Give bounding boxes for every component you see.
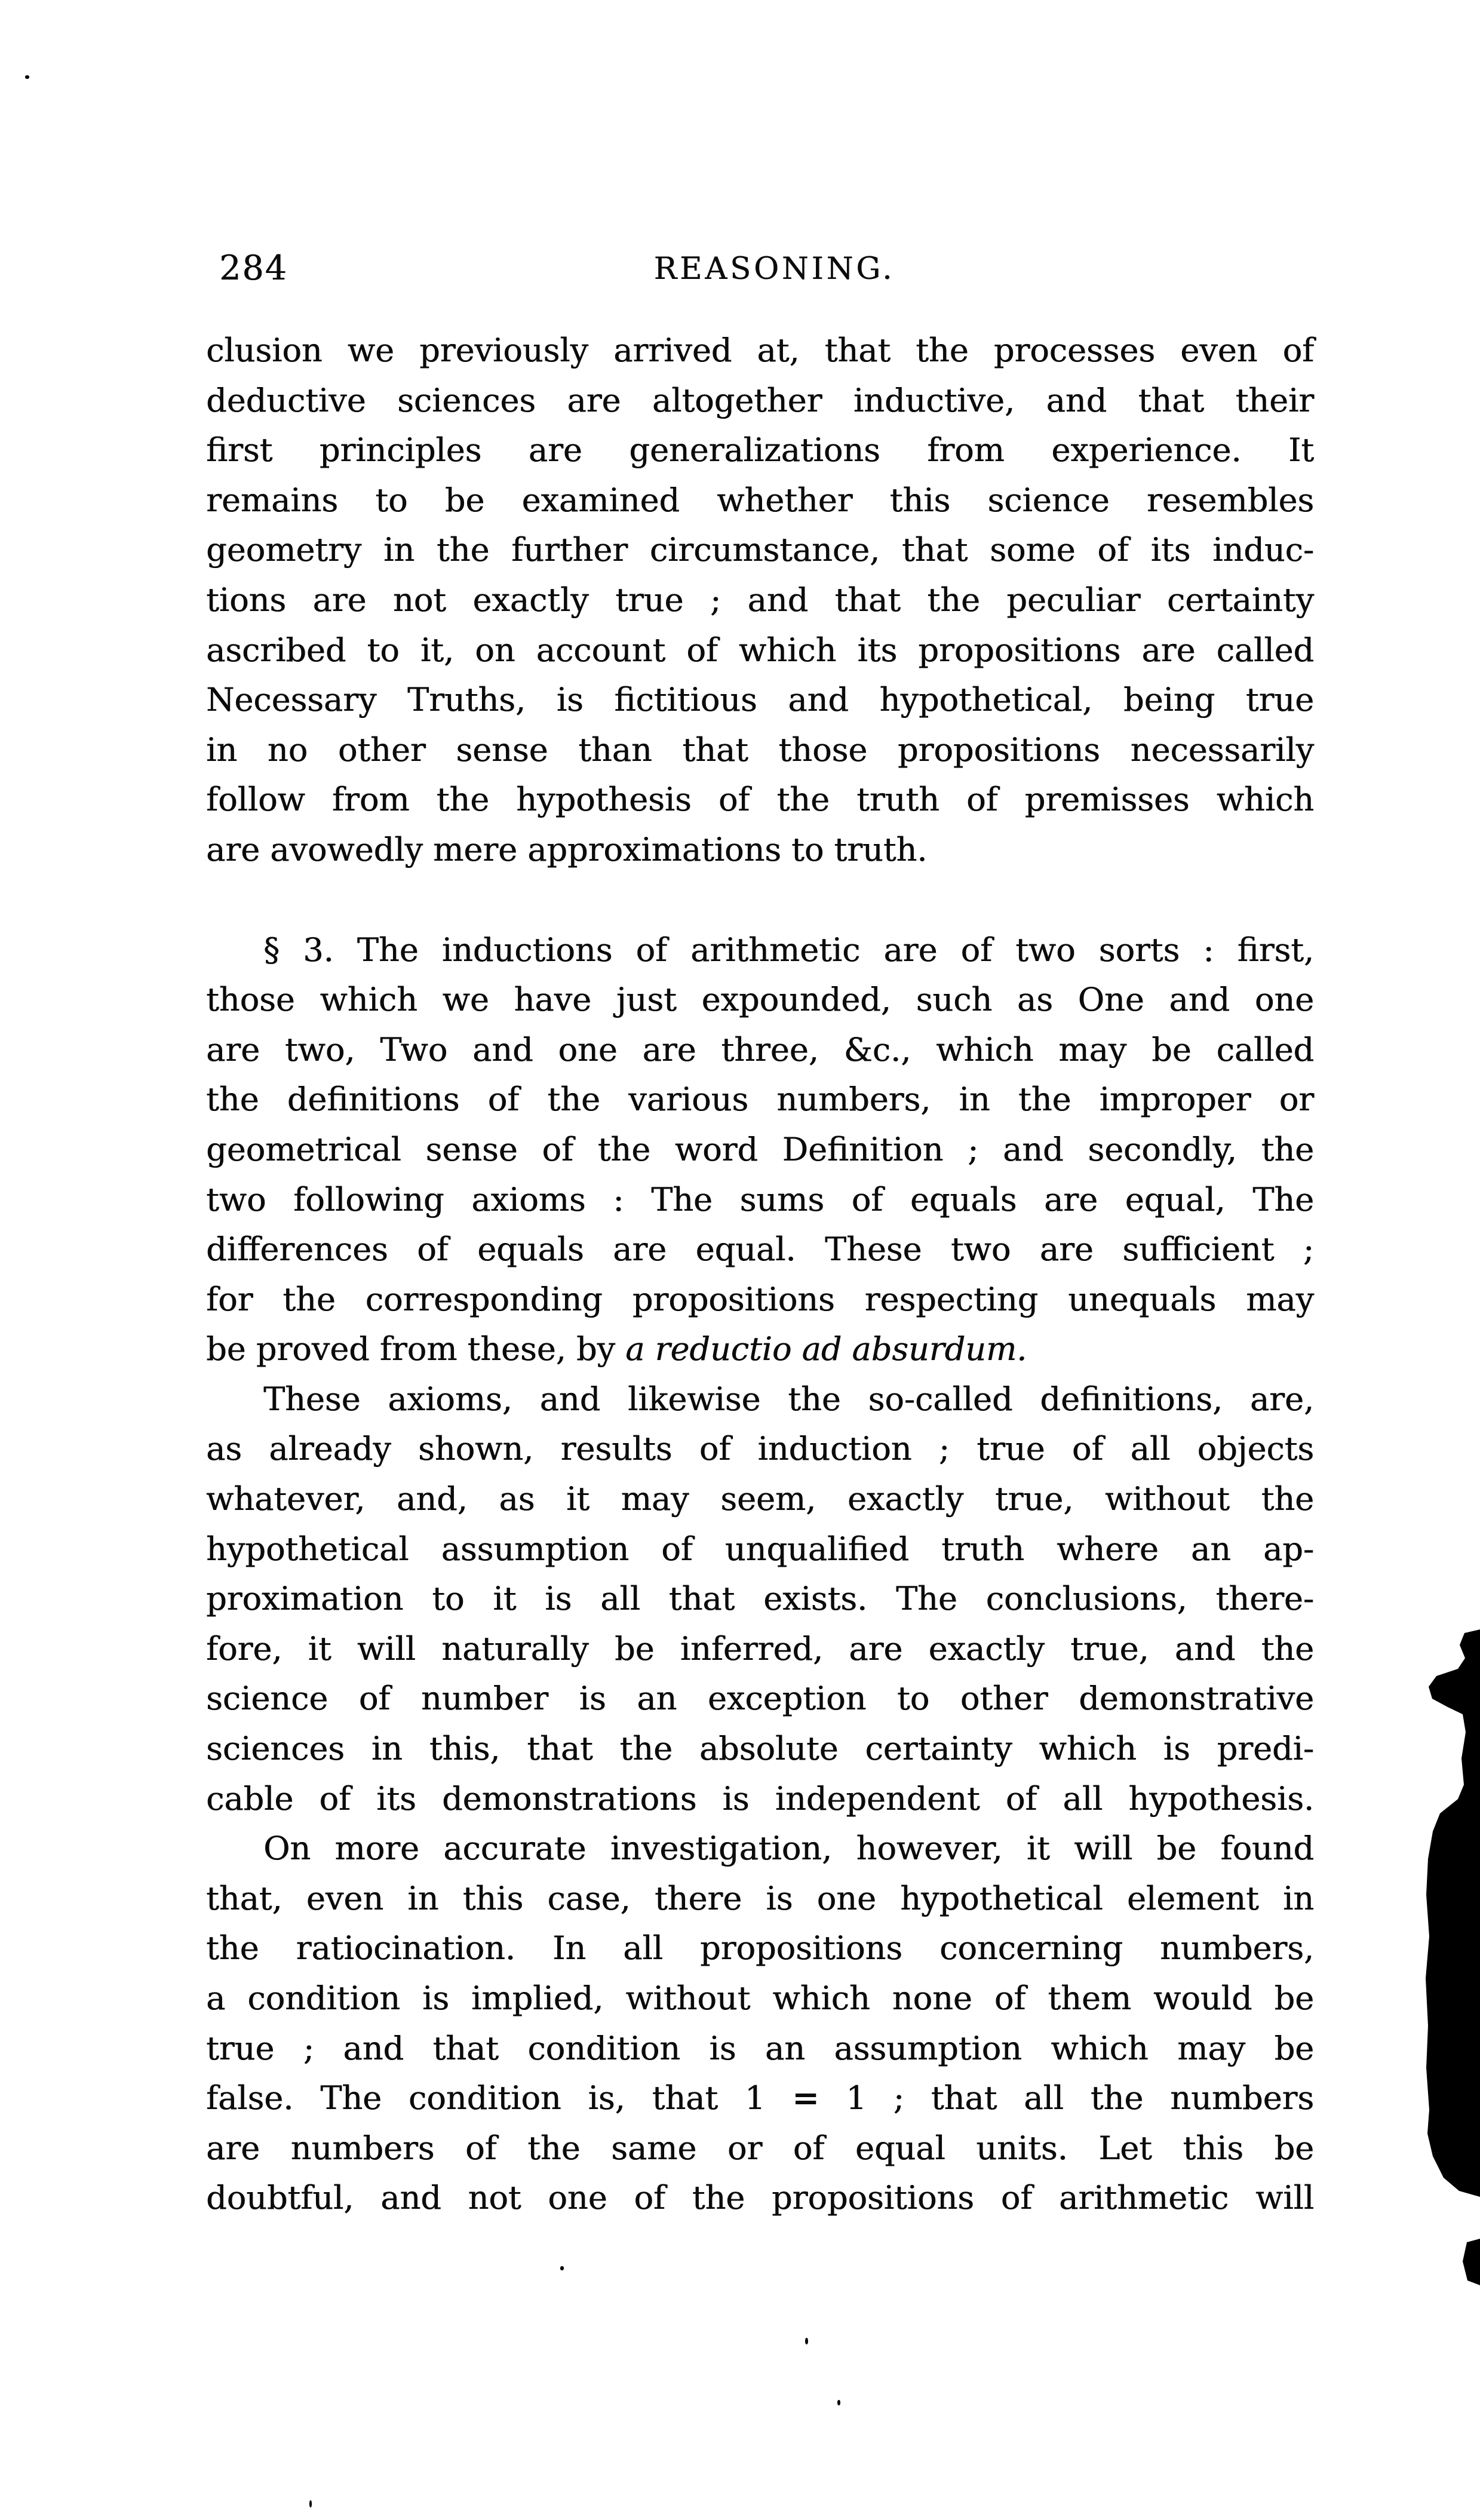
text-line (206, 2123, 1314, 2174)
text-segment: a reductio ad absurdum. (625, 1330, 1027, 1368)
text-line (206, 1674, 1314, 1724)
text-block (206, 326, 1314, 2223)
text-segment: § 3. The inductions of arithmetic are of two sorts : first, (263, 931, 1314, 969)
text-line (206, 326, 1314, 376)
text-line (206, 2173, 1314, 2223)
text-line (206, 1824, 1314, 1874)
text-segment: remains to be examined whether this science resembles (206, 481, 1314, 519)
text-segment: hypothetical assumption of unqualified truth where an ap- (206, 1530, 1314, 1568)
text-line (206, 1025, 1314, 1075)
text-line (206, 925, 1314, 975)
text-line (206, 1125, 1314, 1175)
text-line (206, 1474, 1314, 1524)
text-segment: in no other sense than that those propositions necessarily (206, 730, 1314, 769)
text-line (206, 575, 1314, 625)
text-segment: are numbers of the same or of equal units. Let this be (206, 2129, 1314, 2167)
text-line (206, 1175, 1314, 1225)
text-segment: false. The condition is, that 1 (206, 2079, 793, 2117)
page-header (206, 248, 1314, 296)
text-line (206, 725, 1314, 775)
text-line (206, 1424, 1314, 1474)
text-segment: ascribed to it, on account of which its propositions are called (206, 631, 1314, 669)
text-segment: = (792, 2079, 819, 2117)
text-line (206, 475, 1314, 526)
text-segment: follow from the hypothesis of the truth of premisses which (206, 781, 1314, 819)
text-line (206, 1624, 1314, 1674)
text-segment: the ratiocination. In all propositions concerning numbers, (206, 1929, 1314, 1967)
page-number: 284 (219, 248, 288, 288)
scan-speck (25, 75, 29, 79)
text-segment: the definitions of the various numbers, in the improper or (206, 1081, 1314, 1119)
paragraph (206, 1374, 1314, 1824)
scan-speck (805, 2338, 808, 2344)
running-title: REASONING. (653, 251, 895, 287)
text-segment: geometry in the further circumstance, that some of its induc- (206, 531, 1314, 569)
text-segment: as already shown, results of induction ; true of all objects (206, 1430, 1314, 1468)
text-line (206, 1973, 1314, 2024)
text-line (206, 525, 1314, 575)
text-line (206, 1224, 1314, 1275)
text-segment: proximation to it is all that exists. The conclusions, there- (206, 1580, 1314, 1618)
text-line (206, 975, 1314, 1025)
text-line (206, 425, 1314, 475)
paragraph (206, 1824, 1314, 2223)
text-segment: On more accurate investigation, however, it will be found (263, 1830, 1314, 1868)
text-line (206, 2024, 1314, 2074)
text-line (206, 625, 1314, 676)
text-segment: whatever, and, as it may seem, exactly true, without the (206, 1480, 1314, 1518)
text-segment: fore, it will naturally be inferred, are exactly true, and the (206, 1629, 1314, 1668)
text-line (206, 1923, 1314, 1973)
ink-blot (1426, 1629, 1480, 2197)
text-segment: geometrical sense of the word Definition ; and secondly, the (206, 1130, 1314, 1168)
text-segment: for the corresponding propositions respecting unequals may (206, 1280, 1314, 1318)
text-segment: those which we have just expounded, such as One and one (206, 981, 1314, 1019)
text-line (206, 675, 1314, 725)
text-segment: sciences in this, that the absolute certainty which is predi- (206, 1730, 1314, 1768)
paragraph (206, 925, 1314, 1374)
text-segment: These axioms, and likewise the so-called definitions, are, (263, 1380, 1314, 1418)
scan-speck (837, 2400, 840, 2405)
text-segment: a condition is implied, without which none of them would be (206, 1979, 1314, 2017)
text-line (206, 1374, 1314, 1425)
text-segment: differences of equals are equal. These two are sufficient ; (206, 1230, 1314, 1269)
scan-speck (309, 2500, 312, 2507)
text-segment: true ; and that condition is an assumption which may be (206, 2029, 1314, 2067)
text-segment: two following axioms : The sums of equals are equal, The (206, 1180, 1314, 1218)
text-line (206, 825, 1314, 875)
text-segment: are two, Two and one are three, &c., which may be called (206, 1030, 1314, 1069)
text-line (206, 1324, 1314, 1374)
text-segment: be proved from these, by (206, 1330, 626, 1368)
text-segment: doubtful, and not one of the propositions of arithmetic will (206, 2179, 1314, 2217)
text-line (206, 775, 1314, 825)
text-segment: 1 ; that all the numbers (819, 2079, 1314, 2117)
text-segment: Necessary Truths, is fictitious and hypothetical, being true (206, 681, 1314, 719)
text-line (206, 1724, 1314, 1774)
text-line (206, 1075, 1314, 1125)
text-line (206, 1774, 1314, 1824)
text-segment: cable of its demonstrations is independent of all hypothesis. (206, 1779, 1314, 1818)
paragraph (206, 326, 1314, 875)
text-segment: clusion we previously arrived at, that the processes even of (206, 332, 1314, 369)
text-line (206, 1574, 1314, 1624)
text-line (206, 1524, 1314, 1574)
text-segment: first principles are generalizations from experience. It (206, 431, 1314, 469)
text-line (206, 1275, 1314, 1325)
text-segment: that, even in this case, there is one hypothetical element in (206, 1879, 1314, 1917)
text-segment: deductive sciences are altogether inductive, and that their (206, 381, 1314, 419)
text-line (206, 2073, 1314, 2123)
scan-speck (560, 2266, 564, 2270)
text-segment: are avowedly mere approximations to truth. (206, 830, 928, 868)
text-segment: science of number is an exception to other demonstrative (206, 1680, 1314, 1718)
text-line (206, 376, 1314, 426)
ink-blot (1463, 2239, 1480, 2285)
text-segment: tions are not exactly true ; and that the peculiar certainty (206, 581, 1314, 619)
text-line (206, 1874, 1314, 1924)
